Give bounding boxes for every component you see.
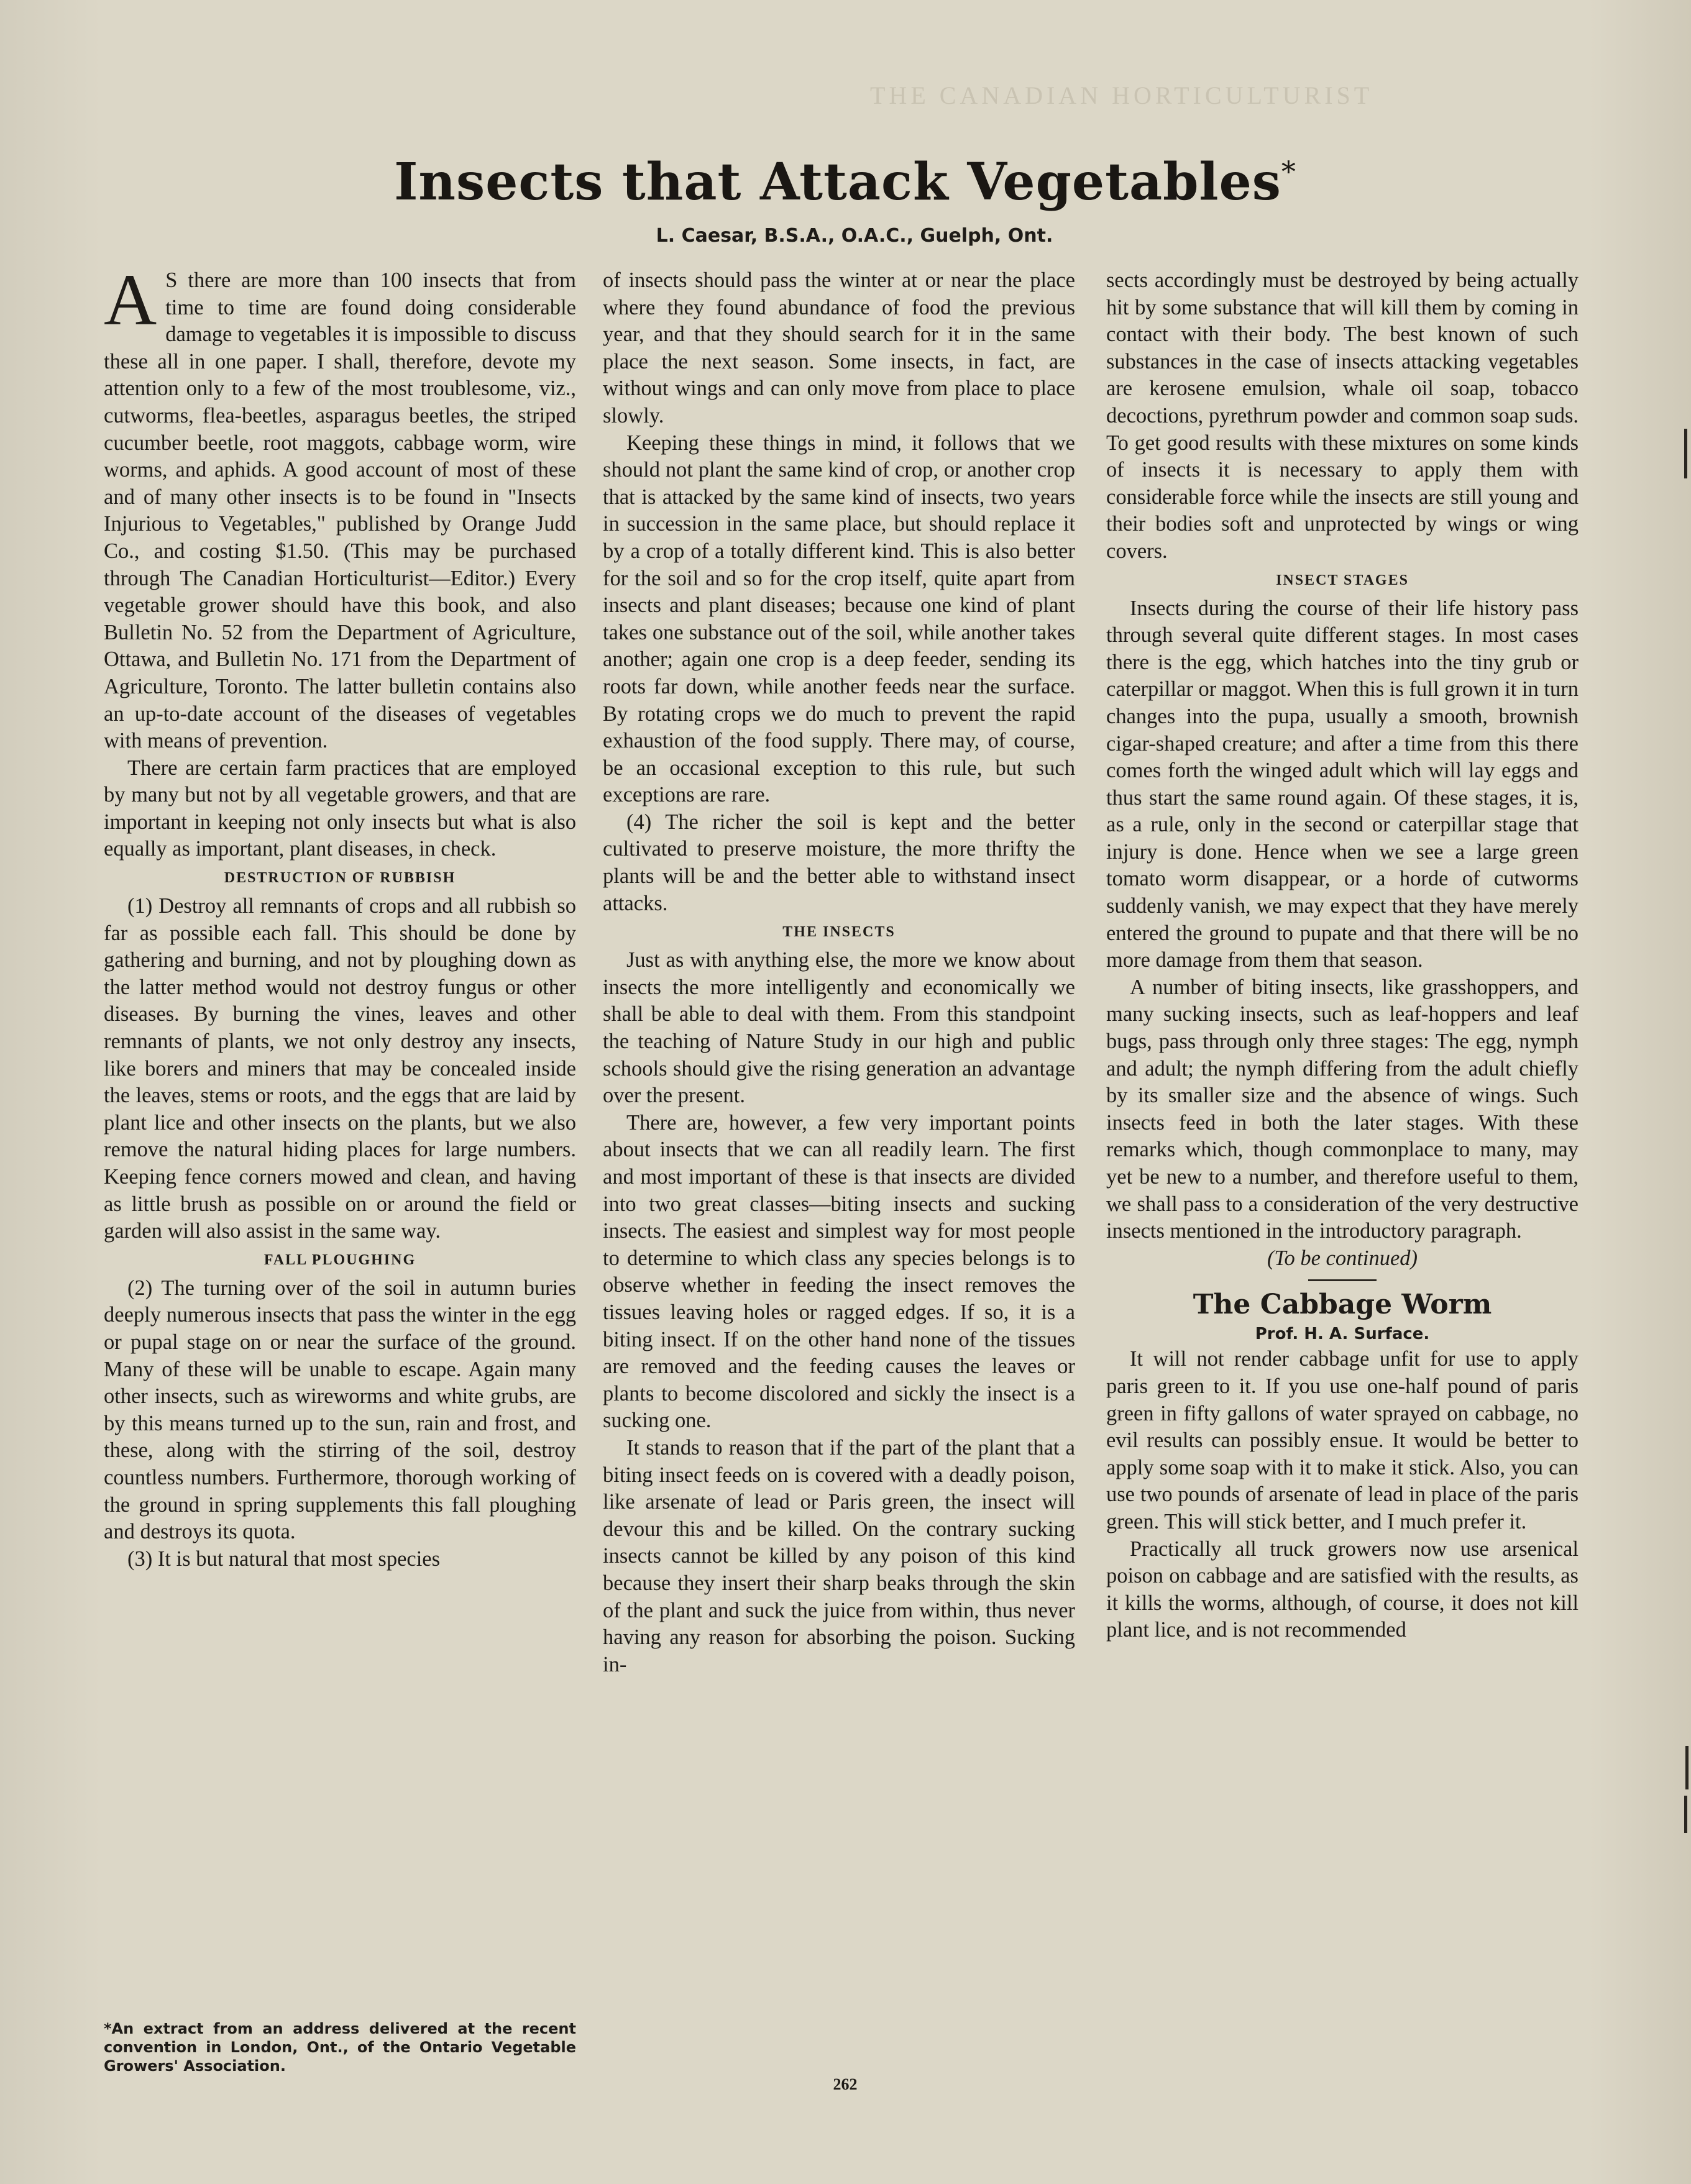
bleed-through-text: THE CANADIAN HORTICULTURIST: [870, 81, 1373, 109]
paragraph: There are certain farm practices that are employed by many but not by all vegetable growers, and that are important in keeping not only insects but what is also equally as important, plant diseases, in check.: [104, 756, 576, 861]
paragraph: (4) The richer the soil is kept and the better cultivated to preserve moisture, the more thrifty the plants will be and the better able to withstand insect attacks.: [603, 810, 1075, 915]
section-heading: THE INSECTS: [782, 924, 896, 941]
divider: [1308, 1279, 1377, 1281]
paragraph: It stands to reason that if the part of the plant that a biting insect feeds on is covered with a deadly poison, like arsenate of lead or Paris green, the insect will devour this and be killed. On the contrary sucking insects cannot be killed by any poison of this kind because they insert their sharp beaks through the skin of the plant and suck the juice from within, thus never having any reason for absorbing the poison. Sucking in-: [603, 1435, 1075, 1676]
paragraph: Practically all truck growers now use arsenical poison on cabbage and are satisfied with the results, as it kills the worms, although, of course, it does not kill plant lice, and is not recommended: [1106, 1537, 1579, 1642]
article-2-author: Prof. H. A. Surface.: [1255, 1325, 1430, 1344]
drop-cap: A: [104, 259, 157, 340]
footnote-marker: *: [1281, 155, 1296, 188]
edge-mark: [1684, 429, 1687, 478]
paragraph-text: S there are more than 100 insects that from time to time are found doing considerable damage to vegetables it is impossible to discuss these all in one paper. I shall, therefore, devote my attention only to a few of the most troublesome, viz., cutworms, flea-beetles, asparagus beetles, the striped cucumber beetle, root maggots, cabbage worm, wire worms, and aphids. A good account of most of these and of many other insects is to be found in "Insects Injurious to Vegetables," published by Orange Judd Co., and costing $1.50. (This may be purchased through The Canadian Horticulturist—Editor.) Every vegetable grower should have this book, and also Bulletin No. 52 from the Department of Agriculture, Ottawa, and Bulletin No. 171 from the Department of Agriculture, Toronto. The latter bulletin contains also an up-to-date account of the diseases of vegetables with means of prevention.: [104, 268, 576, 753]
section-heading: INSECT STAGES: [1276, 572, 1409, 588]
paragraph: Insects during the course of their life history pass through several quite different stages. In most cases there is the egg, which hatches into the tiny grub or caterpillar or maggot. When this is full grown it in turn changes into the pupa, usually a smooth, brownish cigar-shaped creature; and after a time from this there comes forth the winged adult which will lay eggs and thus start the same round again. Of these stages, it is, as a rule, only in the second or caterpillar stage that injury is done. Hence when we see a large green tomato worm disappear, or a horde of cutworms suddenly vanish, we may expect that they have merely entered the ground to pupate and that there will be no more damage from them that season.: [1106, 596, 1579, 972]
column-1: [104, 259, 576, 1573]
paragraph: Just as with anything else, the more we know about insects the more intelligently and economically we shall be able to deal with them. From this standpoint the teaching of Nature Study in our high and public schools should give the rising generation an advantage over the present.: [603, 948, 1075, 1108]
section-heading: FALL PLOUGHING: [264, 1251, 416, 1268]
byline: L. Caesar, B.S.A., O.A.C., Guelph, Ont.: [656, 225, 1053, 247]
page-number: 262: [833, 2075, 858, 2093]
paragraph: A number of biting insects, like grasshoppers, and many sucking insects, such as leaf-hoppers and leaf bugs, pass through only three stages: The egg, nymph and adult; the nymph differing from the adult chiefly by its smaller size and the absence of wings. Such insects feed in both the later stages. With these remarks which, though commonplace to many, may yet be new to a number, and therefore useful to them, we shall pass to a consideration of the very destructive insects mentioned in the introductory paragraph.: [1106, 975, 1579, 1243]
continued-note: (To be continued): [1267, 1246, 1418, 1270]
column-2: [603, 267, 1075, 1678]
paragraph: (2) The turning over of the soil in autumn buries deeply numerous insects that pass the winter in the egg or pupal stage on or near the surface of the ground. Many of these will be unable to escape. Again many other insects, such as wireworms and white grubs, are by this means turned up to the sun, rain and frost, and these, along with the stirring of the soil, destroy countless numbers. Furthermore, thorough working of the ground in spring supplements this fall ploughing and destroys its quota.: [104, 1276, 576, 1544]
article-title: [93, 152, 1597, 212]
edge-mark: [1685, 1746, 1689, 1789]
paragraph: [104, 259, 576, 755]
edge-mark: [1684, 1796, 1687, 1833]
paragraph: (3) It is but natural that most species: [127, 1547, 441, 1571]
paragraph: (1) Destroy all remnants of crops and all rubbish so far as possible each fall. This should be done by gathering and burning, and not by ploughing down as the latter method would not destroy fungus or other diseases. By burning the vines, leaves and other remnants of plants, we not only destroy any insects, like borers and miners that may be concealed inside the leaves, stems or roots, and the eggs that are laid by plant lice and other insects on the plants, but we also remove the natural hiding places for large numbers. Keeping fence corners mowed and clean, and having as little brush as possible on or around the field or garden will also assist in the same way.: [104, 894, 576, 1243]
section-heading: DESTRUCTION OF RUBBISH: [224, 870, 456, 887]
paragraph: It will not render cabbage unfit for use to apply paris green to it. If you use one-half pound of paris green in fifty gallons of water sprayed on cabbage, no evil results can possibly ensue. It would be better to apply some soap with it to make it stick. Also, you can use two pounds of arsenate of lead in place of the paris green. This will stick better, and I much prefer it.: [1106, 1347, 1579, 1533]
article-2-title: The Cabbage Worm: [1193, 1289, 1492, 1321]
paragraph: sects accordingly must be destroyed by being actually hit by some substance that will kill them by coming in contact with their body. The best known of such substances in the case of insects attacking vegetables are kerosene emulsion, whale oil soap, tobacco decoctions, pyrethrum powder and common soap suds. To get good results with these mixtures on some kinds of insects it is necessary to apply them with considerable force while the insects are still young and their bodies soft and unprotected by wings or wing covers.: [1106, 268, 1579, 563]
footnote: *An extract from an address delivered at the recent convention in London, Ont., of the Ontario Vegetable Growers' Association.: [104, 2020, 576, 2075]
paragraph: Keeping these things in mind, it follows that we should not plant the same kind of crop, or another crop that is attacked by the same kind of insects, two years in succession in the same place, but should replace it by a crop of a totally different kind. This is also better for the soil and so for the crop itself, quite apart from insects and plant diseases; because one kind of plant takes one substance out of the soil, while another takes another; again one crop is a deep feeder, sending its roots far down, while another feeds near the surface. By rotating crops we do much to prevent the rapid exhaustion of the food supply. There may, of course, be an occasional exception to this rule, but such exceptions are rare.: [603, 431, 1075, 807]
article-title-text: Insects that Attack Vegetables: [394, 152, 1281, 212]
paragraph: of insects should pass the winter at or near the place where they found abundance of food the previous year, and that they should search for it in the same place the next season. Some insects, in fact, are without wings and can only move from place to place slowly.: [603, 268, 1075, 427]
column-3: [1106, 267, 1579, 1644]
paragraph: There are, however, a few very important points about insects that we can all readily learn. The first and most important of these is that insects are divided into two great classes—biting insects and sucking insects. The easiest and simplest way for most people to determine to which class any species belongs is to observe whether in feeding the insect removes the tissues leaving holes or ragged edges. If so, it is a biting insect. If on the other hand none of the tissues are removed and the feeding causes the leaves or plants to become discolored and sickly the insect is a sucking one.: [603, 1110, 1075, 1433]
